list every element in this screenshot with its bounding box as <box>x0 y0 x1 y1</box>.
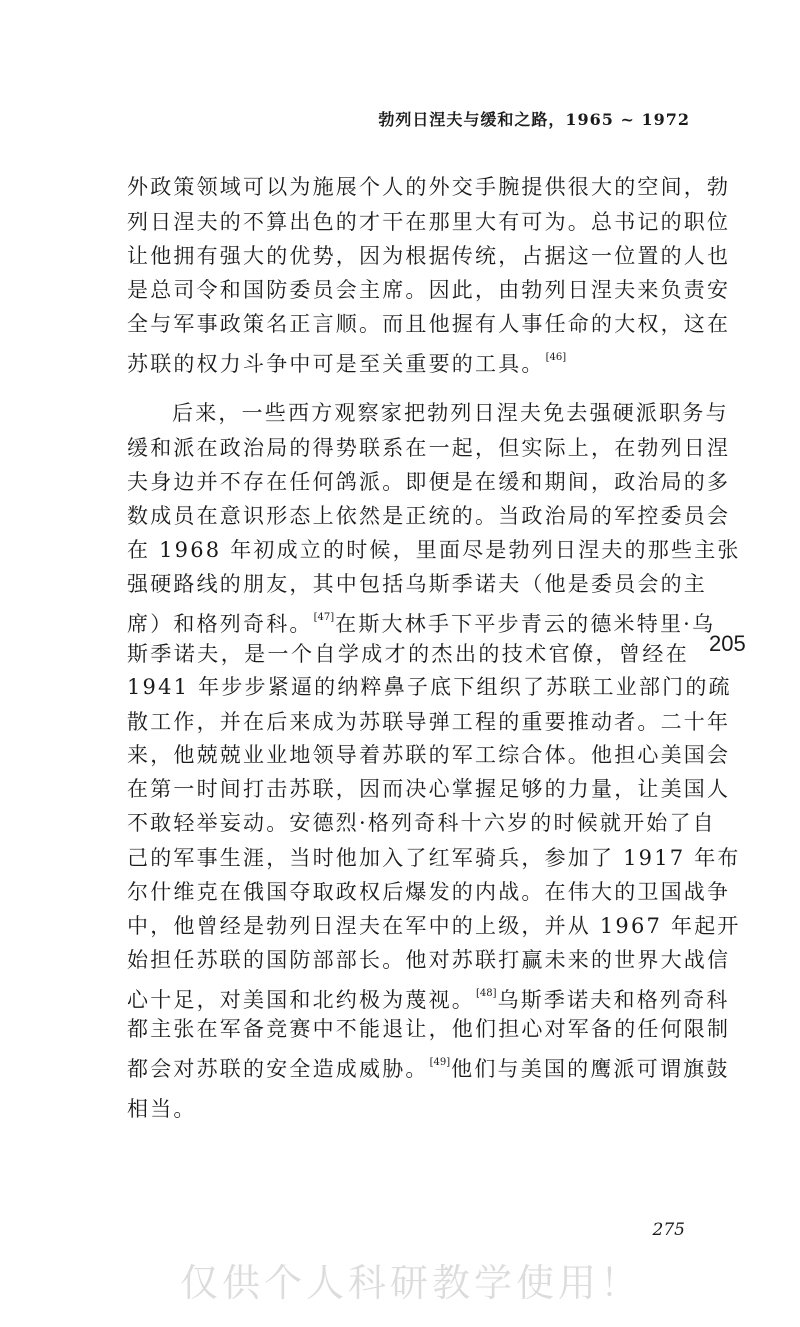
text-line <box>127 465 731 499</box>
footnote-reference: [47] <box>313 612 335 623</box>
line-text: 始担任苏联的国防部部长。他对苏联打赢未来的世界大战信 <box>127 948 731 972</box>
line-text: 在第一时间打击苏联，因而决心掌握足够的力量，让美国人 <box>127 777 731 801</box>
text-line <box>127 909 741 943</box>
text-line <box>127 841 741 875</box>
text-line <box>127 499 731 533</box>
text-line <box>127 943 731 977</box>
line-text: 1941 年步步紧逼的纳粹鼻子底下组织了苏联工业部门的疏 <box>127 675 732 699</box>
line-text: 夫身边并不存在任何鸽派。即便是在缓和期间，政治局的多 <box>127 470 731 494</box>
line-text: 全与军事政策名正言顺。而且他握有人事任命的大权，这在 <box>127 312 731 336</box>
running-header: 勃列日涅夫与缓和之路，1965 ~ 1972 <box>378 110 690 129</box>
text-line <box>127 170 731 204</box>
line-text: 是总司令和国防委员会主席。因此，由勃列日涅夫来负责安 <box>127 278 731 302</box>
line-text: 在斯大林手下平步青云的德米特里·乌 <box>335 612 716 636</box>
line-text: 散工作，并在后来成为苏联导弹工程的重要推动者。二十年 <box>127 710 731 734</box>
line-text: 让他拥有强大的优势，因为根据传统，占据这一位置的人也 <box>127 244 731 268</box>
text-line <box>127 307 731 341</box>
line-text: 来，他兢兢业业地领导着苏联的军工综合体。他担心美国会 <box>127 743 731 767</box>
line-text: 席）和格列奇科。 <box>127 612 313 636</box>
text-line <box>127 738 731 772</box>
text-line <box>127 772 731 806</box>
line-text: 在 1968 年初成立的时候，里面尽是勃列日涅夫的那些主张 <box>127 538 741 562</box>
text-line <box>127 239 731 273</box>
text-line <box>127 533 741 567</box>
line-text: 他们与美国的鹰派可谓旗鼓 <box>451 1057 730 1081</box>
line-text: 心十足，对美国和北约极为蔑视。 <box>127 988 475 1012</box>
text-line <box>127 670 732 704</box>
original-page-number: 205 <box>709 631 746 656</box>
line-text: 斯季诺夫，是一个自学成才的杰出的技术官僚，曾经在 <box>127 642 689 666</box>
footnote-reference: [49] <box>429 1057 451 1068</box>
line-text: 相当。 <box>127 1097 197 1121</box>
line-text: 不敢轻举妄动。安德烈·格列奇科十六岁的时候就开始了自 <box>127 811 716 835</box>
line-text: 苏联的权力斗争中可是至关重要的工具。 <box>127 352 545 376</box>
line-text: 数成员在意识形态上依然是正统的。当政治局的军控委员会 <box>127 504 731 528</box>
text-line <box>127 205 731 239</box>
line-text: 后来，一些西方观察家把勃列日涅夫免去强硬派职务与 <box>172 401 729 425</box>
line-text: 缓和派在政治局的得势联系在一起，但实际上，在勃列日涅 <box>127 436 731 460</box>
text-line <box>127 637 689 671</box>
text-line <box>127 705 731 739</box>
text-line <box>127 806 716 840</box>
text-line <box>127 1012 731 1046</box>
text-line <box>127 567 707 601</box>
text-line <box>127 601 716 641</box>
line-text: 列日涅夫的不算出色的才干在那里大有可为。总书记的职位 <box>127 210 731 234</box>
text-line <box>127 977 730 1017</box>
line-text: 都主张在军备竞赛中不能退让，他们担心对军备的任何限制 <box>127 1017 731 1041</box>
text-line <box>172 396 729 430</box>
line-text: 乌斯季诺夫和格列奇科 <box>497 988 730 1012</box>
line-text: 外政策领域可以为施展个人的外交手腕提供很大的空间，勃 <box>127 175 731 199</box>
text-line <box>127 1092 689 1126</box>
text-line <box>127 1046 730 1086</box>
line-text: 中，他曾经是勃列日涅夫在军中的上级，并从 1967 年起开 <box>127 914 741 938</box>
watermark: 仅供个人科研教学使用！ <box>180 1261 643 1305</box>
text-line <box>127 341 689 381</box>
line-text: 强硬路线的朋友，其中包括乌斯季诺夫（他是委员会的主 <box>127 572 707 596</box>
text-line <box>127 431 731 465</box>
footnote-reference: [48] <box>476 988 497 999</box>
text-line <box>127 273 731 307</box>
page-number: 275 <box>652 1220 685 1240</box>
footnote-reference: [46] <box>545 352 567 363</box>
line-text: 己的军事生涯，当时他加入了红军骑兵，参加了 1917 年布 <box>127 846 741 870</box>
line-text: 尔什维克在俄国夺取政权后爆发的内战。在伟大的卫国战争 <box>127 880 731 904</box>
line-text: 都会对苏联的安全造成威胁。 <box>127 1057 429 1081</box>
text-line <box>127 875 731 909</box>
